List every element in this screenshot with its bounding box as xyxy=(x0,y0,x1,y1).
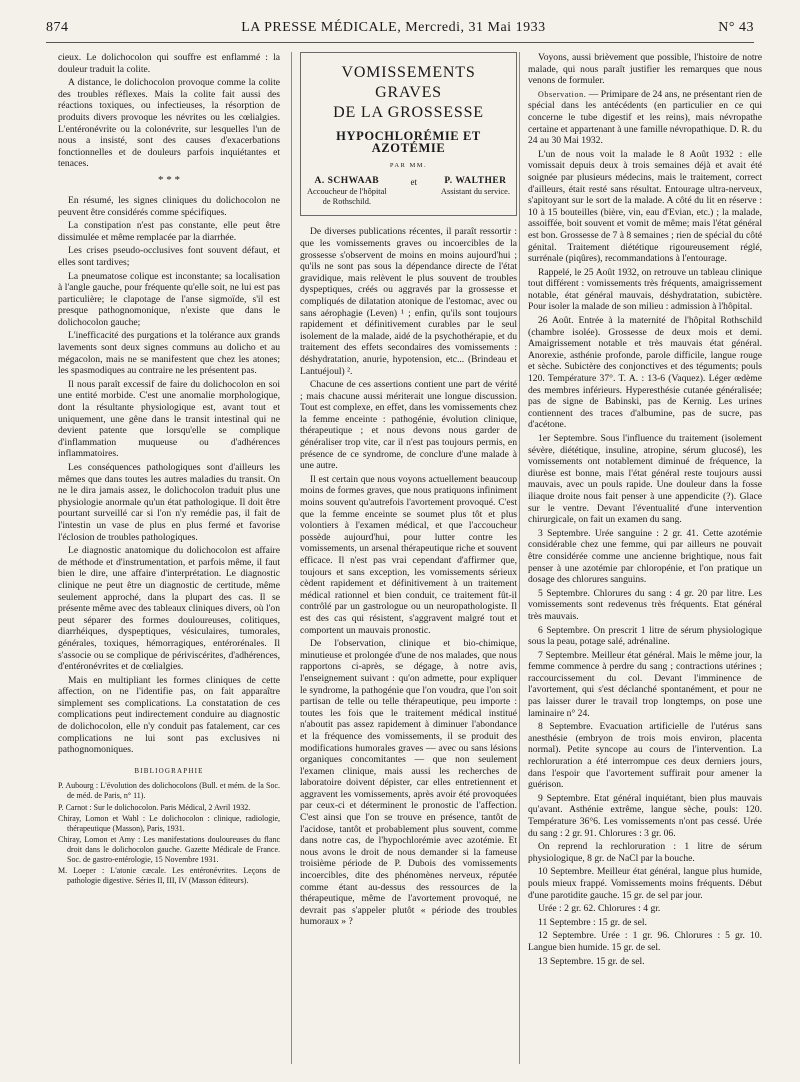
issue-number: N° 43 xyxy=(718,20,754,35)
paragraph: 12 Septembre. Urée : 1 gr. 96. Chlorures : 5 gr. 10. Langue bien humide. 15 gr. de sel. xyxy=(528,930,762,953)
paragraph: Les conséquences pathologiques sont d'ailleurs les mêmes que dans toutes les autres maladies du transit. On ne le dira jamais assez, le dolichocolon traduit plus une physiologie anormale qu'un état pathologique. Il doit être pourtant surveillé car si l'on n'y remédie pas, il fait de l'intestin un vase de plus en plus fermé et favorise l'éclosion de troubles pathologiques. xyxy=(58,462,280,543)
paragraph: Le diagnostic anatomique du dolichocolon est affaire de méthode et d'instrumentation, et parfois même, il faut bien le dire, une affaire d'interprétation. Le diagnostic clinique ne peut être un diagnostic de certitude, même seulement approché, dans la plupart des cas. Il se présente même avec des tableaux cliniques divers, où l'on peut séparer des formes douloureuses, colitiques, diarrhéiques, dyspeptiques, vésiculaires, tumorales, générales, toxiques, hémorragiques, entérorénales. Il s'associe ou se complique de périviscérites, d'adhérences, d'entéronévrites et de cœlialgies. xyxy=(58,545,280,673)
paragraph: Urée : 2 gr. 62. Chlorures : 4 gr. xyxy=(538,903,661,915)
paragraph: Voyons, aussi brièvement que possible, l'histoire de notre malade, qui nous paraît justifier les remarques que nous venons de formuler. xyxy=(528,52,762,87)
paragraph: 9 Septembre. Etat général inquiétant, bien plus mauvais qu'avant. Asthénie extrême, langue sèche, pouls: 120. Température 36°6. Les vomissements n'ont pas cessé. Urée du sang : 2 gr. 91. Chlorures : 3 gr. 06. xyxy=(528,792,762,839)
authors xyxy=(307,176,510,208)
paragraph: 5 Septembre. Chlorures du sang : 4 gr. 20 par litre. Les vomissements sont redevenus très fréquents. Etat général très mauvais. xyxy=(528,587,762,622)
article-title-box xyxy=(300,52,517,216)
paragraph: Mais en multipliant les formes cliniques de cette affection, on ne l'identifie pas, on fait apparaître simplement ses complications. La constatation de ces complications peut indirectement conduire au diagnostic de dolichocolon, elle n'y conduit pas fatalement, car ces complications ne lui sont pas exclusives ni pathognomoniques. xyxy=(58,674,280,756)
column-middle xyxy=(291,52,517,1064)
paragraph: On reprend la rechloruration : 1 litre de sérum physiologique, 8 gr. de NaCl par la bouche. xyxy=(528,841,762,864)
article-subtitle: HYPOCHLORÉMIE ET AZOTÉMIE xyxy=(336,129,481,155)
paragraph: 13 Septembre. 15 gr. de sel. xyxy=(538,955,645,967)
author-name: A. SCHWAAB xyxy=(314,175,380,186)
article-title: VOMISSEMENTS GRAVES xyxy=(341,64,476,101)
paragraph: 7 Septembre. Meilleur état général. Mais le même jour, la femme commence à perdre du sang ; contractions utérines ; raccourcissement du col. Devant l'imminence de l'avortement, qui s'est déclanché spontanément, et pour ne pas laisser durer le travail trop longtemps, on pose une laminaire n° 24. xyxy=(528,649,762,719)
page-header xyxy=(46,20,754,43)
paragraph: 10 Septembre. Meilleur état général, langue plus humide, pouls mieux frappé. Vomissements moins fréquents. Début d'une parotidite gauche. 15 gr. de sel par jour. xyxy=(528,866,762,901)
bibliography-entry: Chiray, Lomon et Amy : Les manifestations douloureuses du flanc droit dans le dolichocolon gauche. Gazette Médicale de France. Soc. de gastro-entérologie, 15 Novembre 1931. xyxy=(58,835,280,864)
paragraph: La constipation n'est pas constante, elle peut être dissimulée et même remplacée par la diarrhée. xyxy=(58,220,280,243)
byline-prefix: PAR MM. xyxy=(389,162,428,170)
article-title-line2: DE LA GROSSESSE xyxy=(333,104,484,121)
page-number: 874 xyxy=(46,20,69,35)
paragraph: 3 Septembre. Urée sanguine : 2 gr. 41. Cette azotémie considérable chez une femme, qui par ailleurs ne pouvait être considérée comme une ancienne brightique, nous fait penser à une azotémie par chloropénie, et l'on pratique un dosage des chlorures sanguins. xyxy=(528,527,762,586)
author-role: de Rothschild. xyxy=(322,197,372,207)
column-left xyxy=(58,52,280,1064)
author-walther xyxy=(441,176,510,208)
bibliography-entry: P. Aubourg : L'évolution des dolichocolons (Bull. et mém. de la Soc. de méd. de Paris, n° 11). xyxy=(58,781,280,801)
paragraph: L'inefficacité des purgations et la tolérance aux grands lavements sont deux signes communs au dolicho et au mégacolon, mais ne se manifestent que chez les atones; les spasmodiques au contraire ne les présentent pas. xyxy=(58,330,280,377)
paragraph: 8 Septembre. Evacuation artificielle de l'utérus sans anesthésie (embryon de trois mois environ, placenta normal). Petite syncope au cours de l'intervention. La rechloruration a été interrompue ces deux derniers jours, dans l'espoir que l'avortement suffirait pour amener la guérison. xyxy=(528,721,762,791)
observation-text: — Primipare de 24 ans, ne présentant rien de spécial dans les antécédents (en particulier en ce qui concerne le tube digestif et les reins), mais névropathe certaine et appartenant à une famille névropathique. D. R. du 24 au 30 Mai 1932. xyxy=(528,88,762,147)
paragraph: cieux. Le dolichocolon qui souffre est enflammé : la douleur traduit la colite. xyxy=(58,52,280,75)
journal-title: LA PRESSE MÉDICALE, Mercredi, 31 Mai 1933 xyxy=(241,20,546,35)
paragraph: 11 Septembre : 15 gr. de sel. xyxy=(538,916,647,928)
column-right xyxy=(519,52,762,1064)
bibliography-entry: M. Loeper : L'atonie cæcale. Les entéronévrites. Leçons de pathologie digestive. Séries II, III, IV (Masson éditeurs). xyxy=(58,866,280,885)
bibliography-entry: P. Carnot : Sur le dolichocolon. Paris Médical, 2 Avril 1932. xyxy=(58,802,251,812)
author-name: P. WALTHER xyxy=(444,175,507,186)
paragraph: Il est certain que nous voyons actuellement beaucoup moins de formes graves, que nous pratiquons infiniment moins souvent qu'autrefois l'avortement provoqué. C'est que la femme enceinte se soumet plus tôt et plus volontiers à l'examen médical, et que l'accoucheur possède aujourd'hui, pour lutter contre les vomissements, un arsenal thérapeutique riche et souvent efficace. Il n'est pas vrai cependant d'affirmer que, toujours et sans exception, les vomissements sérieux cèdent rapidement et définitivement à un traitement médical rationnel et bien conduit, ce traitement fût-il contrôlé par un gastrologue ou un neuropathologiste. Il est des cas qui résistent, s'aggravent malgré tout et comportent un mauvais pronostic. xyxy=(300,473,517,636)
author-schwaab xyxy=(307,176,387,208)
paragraph: 26 Août. Entrée à la maternité de l'hôpital Rothschild (chambre isolée). Grossesse de deux mois et demi. Amaigrissement notable et très mauvais état général. Anorexie, asthénie profonde, parole difficile, langue rouge et sèche. Subictère des conjonctives et des téguments; pouls 120. Température 37°. T. A. : 13-6 (Vaquez). Léger œdème des membres inférieurs. Hyperesthésie cutanée généralisée; pas de signe de Babinski, pas de Kernig. Les urines contiennent des traces d'albumine, pas de sucre, pas d'acétone. xyxy=(528,315,762,431)
paragraph: De l'observation, clinique et bio-chimique, minutieuse et prolongée d'une de nos malades, que nous rapportons ci-après, se dégage, à notre avis, l'enseignement suivant : qu'on admette, pour expliquer le syndrome, la pathogénie que l'on voudra, que l'on soit partisan de telle ou telle thérapeutique, peu importe : toutes les fois que le traitement médical institué n'aboutit pas assez rapidement à diminuer l'abondance et la fréquence des vomissements, il se produit des modifications humorales graves — avec ou sans lésions organiques concomitantes — que non seulement l'examen clinique, mais aussi les recherches de laboratoire doivent dépister, car elles entretiennent et aggravent les vomissements, après avoir été provoquées par ceux-ci et déterminent le pronostic de l'affection. C'est ainsi que l'on se trouve en présence, tantôt de l'acidose, tantôt et probablement plus souvent, comme dans notre cas, de l'hypochlorémie avec azotémie. Et nous avons le droit de nous demander si la fameuse troisième période de P. Dubois des vomissements incoercibles, dite des phénomènes nerveux, réputée comme étant au-dessus des ressources de la thérapeutique, même de l'avortement provoqué, ne devrait pas s'appeler plutôt « période des troubles humoraux » ? xyxy=(300,638,517,928)
paragraph: Les crises pseudo-occlusives font souvent défaut, et elles sont tardives; xyxy=(58,245,280,268)
paragraph: 6 Septembre. On prescrit 1 litre de sérum physiologique sous la peau, potage salé, adrénaline. xyxy=(528,624,762,648)
paragraph: 1er Septembre. Sous l'influence du traitement (isolement sévère, diététique, insuline, atropine, sérum glucosé), les vomissements ont notablement diminué de fréquence, la diurèse est bonne, mais l'état général reste toujours aussi mauvais, avec un pouls rapide. Une douleur dans la fosse iliaque droite nous fait penser à une appendicite (?). Glace sur le ventre. Devant l'éventualité d'une intervention chirurgicale, on fait un examen du sang. xyxy=(528,433,762,526)
paragraph: En résumé, les signes cliniques du dolichocolon ne peuvent être considérés comme spécifiques. xyxy=(58,194,280,218)
paragraph: Chacune de ces assertions contient une part de vérité ; mais chacune aussi mériterait une longue discussion. Tout est complexe, en effet, dans les vomissements chez la femme enceinte : pathogénie, évolution clinique, thérapeutique ; et nous devons nous garder de généraliser trop vite, car il n'est pas toujours permis, en présence de ce syndrome, de conclure d'une malade à une autre. xyxy=(300,379,517,472)
bibliography-heading: BIBLIOGRAPHIE xyxy=(134,766,204,775)
paragraph: A distance, le dolichocolon provoque comme la colite des troubles réflexes. Mais la colite fait aussi des réactions toxiques, ou infectieuses, la résorption de produits divers provoque les névrites ou les cœlialgies. L'entéronévrite ou la colonévrite, sur lesquelles l'un de nous a insisté, sont des causes d'exacerbations fonctionnelles et de douleurs parfois inquiétantes et tenaces. xyxy=(58,77,280,170)
bibliography-entry: Chiray, Lomon et Wahl : Le dolichocolon : clinique, radiologie, thérapeutique (Masson), Paris, 1931. xyxy=(58,814,280,833)
paragraph: De diverses publications récentes, il paraît ressortir : que les vomissements graves ou incoercibles de la grossesse s'observent de moins en moins aujourd'hui ; qu'ils ne sont pas sous la dépendance directe de l'état gravidique, mais relèvent le plus souvent de troubles dyspeptiques, créés ou aggravés par la grossesse et compliqués de dilatation atonique de l'estomac, avec ou sans aérophagie (Leven) ¹ ; enfin, qu'ils sont toujours rapidement et définitivement curables par le seul isolement de la malade, aidé de la psychothérapie, et du traitement des effets secondaires des vomissements : déshydratation, anurie, hypotension, etc... (Brindeau et Lantuéjoul) ². xyxy=(300,226,517,377)
observation-label: Observation. xyxy=(538,89,587,99)
paragraph: La pneumatose colique est inconstante; sa localisation à l'angle gauche, pour fréquente qu'elle soit, ne lui est pas particulière; le clapotage de l'anse sigmoïde, s'il est presque pathognomonique, n'existe que dans le dolichocolon gauche; xyxy=(58,270,280,328)
author-role: Assistant du service. xyxy=(440,187,510,197)
paragraph: L'un de nous voit la malade le 8 Août 1932 : elle vomissait depuis deux à trois semaines déjà et avait été soignée par plusieurs médecins, mais le traitement, correct d'ailleurs, était resté sans résultat. Entourage ultra-nerveux, s'apitoyant sur le sort de la malade. A côté du lit en réserve : 10 à 15 bouteilles (bière, vin, eau d'Evian, etc.) ; la malade, assoiffée, boit souvent et vomit de même; mais l'état général est bon. Grossesse de 7 à 8 semaines ; rien de spécial du côté génital. Traitement diététique rigoureusement réglé, surrénale (piqûres), recommandations à l'entourage. xyxy=(528,148,762,265)
author-conjunction: et xyxy=(410,176,418,187)
paragraph: Rappelé, le 25 Août 1932, on retrouve un tableau clinique tout différent : vomissements très fréquents, amaigrissement notable, état général mauvais, déshydratation, subictère. Pour isoler la malade de son milieu : admission à l'hôpital. xyxy=(528,266,762,313)
section-separator: * * * xyxy=(158,173,180,186)
author-role: Accoucheur de l'hôpital xyxy=(307,187,387,197)
paragraph: Il nous paraît excessif de faire du dolichocolon en soi une entité morbide. C'est une anomalie morphologique, dont la résultante physiologique est, avant tout et uniquement, une gêne dans le transit intestinal qui ne devient patente que lorsqu'elle se complique d'inflammation muqueuse ou d'adhérences inflammatoires. xyxy=(58,378,280,460)
observation-paragraph xyxy=(528,89,762,147)
